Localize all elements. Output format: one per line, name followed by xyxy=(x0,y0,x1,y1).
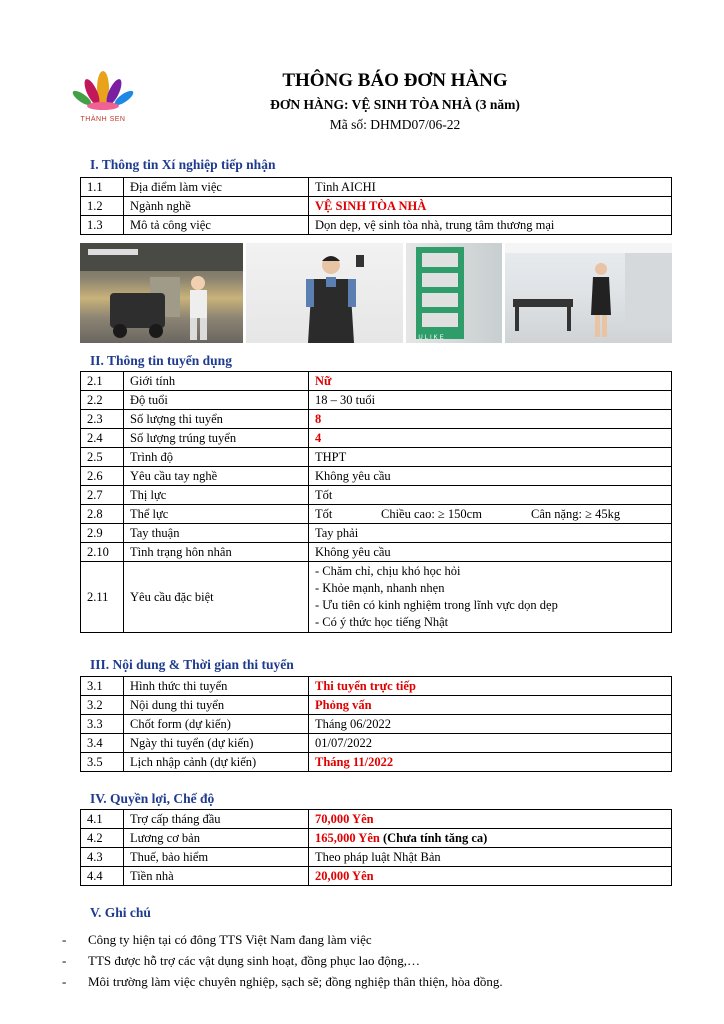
photo-watermark: ULIKE xyxy=(418,335,446,341)
table-row xyxy=(81,524,672,543)
row-label: Hình thức thi tuyển xyxy=(124,677,309,696)
table-row xyxy=(81,753,672,772)
table-row xyxy=(81,677,672,696)
table-row xyxy=(81,848,672,867)
row-number: 2.11 xyxy=(81,562,124,633)
row-number: 2.2 xyxy=(81,391,124,410)
row-number: 3.1 xyxy=(81,677,124,696)
row-value: VỆ SINH TÒA NHÀ xyxy=(309,197,672,216)
table-row xyxy=(81,734,672,753)
section-title-1: I. Thông tin Xí nghiệp tiếp nhận xyxy=(90,157,276,172)
row-label: Ngành nghề xyxy=(124,197,309,216)
row-label: Trợ cấp tháng đầu xyxy=(124,810,309,829)
table-row xyxy=(81,505,672,524)
note-text: Môi trường làm việc chuyên nghiệp, sạch sẽ; đồng nghiệp thân thiện, hòa đồng. xyxy=(88,974,503,989)
table-row xyxy=(81,372,672,391)
notes-list xyxy=(62,929,503,992)
table-row xyxy=(81,829,672,848)
row-number: 2.8 xyxy=(81,505,124,524)
row-value-salary xyxy=(309,829,672,848)
salary-value: 165,000 Yên xyxy=(315,830,380,845)
row-label: Độ tuổi xyxy=(124,391,309,410)
row-label: Địa điểm làm việc xyxy=(124,178,309,197)
row-label: Thuế, bảo hiểm xyxy=(124,848,309,867)
row-label: Thể lực xyxy=(124,505,309,524)
row-label: Tiền nhà xyxy=(124,867,309,886)
row-value: Không yêu cầu xyxy=(309,467,672,486)
table-row xyxy=(81,715,672,734)
table-row xyxy=(81,197,672,216)
row-value: Nữ xyxy=(309,372,672,391)
row-number: 4.3 xyxy=(81,848,124,867)
logo-text: THÀNH SEN xyxy=(80,116,126,123)
row-number: 4.2 xyxy=(81,829,124,848)
row-label: Tình trạng hôn nhân xyxy=(124,543,309,562)
list-item: - Khỏe mạnh, nhanh nhẹn xyxy=(315,581,445,595)
row-value: Phỏng vấn xyxy=(309,696,672,715)
row-value: Không yêu cầu xyxy=(309,543,672,562)
row-value: 8 xyxy=(309,410,672,429)
table-row xyxy=(81,429,672,448)
list-item: - Công ty hiện tại có đông TTS Việt Nam đang làm việc xyxy=(62,929,503,950)
row-value: 18 – 30 tuổi xyxy=(309,391,672,410)
row-value: Tháng 11/2022 xyxy=(309,753,672,772)
row-value: Tốt xyxy=(309,486,672,505)
row-number: 3.5 xyxy=(81,753,124,772)
page-title: THÔNG BÁO ĐƠN HÀNG xyxy=(282,70,508,91)
row-label: Tay thuận xyxy=(124,524,309,543)
row-label: Mô tả công việc xyxy=(124,216,309,235)
recruitment-info-table xyxy=(80,371,672,633)
row-number: 2.5 xyxy=(81,448,124,467)
exam-info-table xyxy=(80,676,672,772)
note-text: Công ty hiện tại có đông TTS Việt Nam đang làm việc xyxy=(88,932,372,947)
row-label: Trình độ xyxy=(124,448,309,467)
section-title-4: IV. Quyền lợi, Chế độ xyxy=(90,791,215,806)
list-item: - Có ý thức học tiếng Nhật xyxy=(315,615,449,629)
table-row xyxy=(81,467,672,486)
list-item: - Chăm chỉ, chịu khó học hỏi xyxy=(315,564,461,578)
row-number: 3.2 xyxy=(81,696,124,715)
table-row xyxy=(81,216,672,235)
photo-cleaning-cart xyxy=(406,243,502,343)
row-label: Giới tính xyxy=(124,372,309,391)
photo-female-worker xyxy=(505,243,672,343)
row-number: 3.3 xyxy=(81,715,124,734)
row-label: Thị lực xyxy=(124,486,309,505)
row-value: Dọn dẹp, vệ sinh tòa nhà, trung tâm thương mại xyxy=(309,216,672,235)
row-label: Nội dung thi tuyển xyxy=(124,696,309,715)
row-number: 4.1 xyxy=(81,810,124,829)
row-label: Số lượng trúng tuyển xyxy=(124,429,309,448)
row-label: Lịch nhập cảnh (dự kiến) xyxy=(124,753,309,772)
row-label: Số lượng thi tuyển xyxy=(124,410,309,429)
row-value: 20,000 Yên xyxy=(309,867,672,886)
row-number: 2.7 xyxy=(81,486,124,505)
table-row xyxy=(81,178,672,197)
table-row xyxy=(81,486,672,505)
benefits-table xyxy=(80,809,672,886)
table-row xyxy=(81,448,672,467)
weight-requirement: Cân nặng: ≥ 45kg xyxy=(531,506,621,521)
row-value: Theo pháp luật Nhật Bản xyxy=(309,848,672,867)
section-title-5: V. Ghi chú xyxy=(90,905,151,920)
row-label: Yêu cầu tay nghề xyxy=(124,467,309,486)
row-value: THPT xyxy=(309,448,672,467)
photo-male-worker xyxy=(246,243,403,343)
row-value: 01/07/2022 xyxy=(309,734,672,753)
table-row xyxy=(81,410,672,429)
row-label: Ngày thi tuyển (dự kiến) xyxy=(124,734,309,753)
height-requirement: Chiều cao: ≥ 150cm xyxy=(381,506,482,521)
row-number: 2.10 xyxy=(81,543,124,562)
row-label: Lương cơ bản xyxy=(124,829,309,848)
physical-value: Tốt xyxy=(315,506,333,521)
row-number: 2.4 xyxy=(81,429,124,448)
table-row xyxy=(81,810,672,829)
row-value: Tay phải xyxy=(309,524,672,543)
workplace-photos xyxy=(80,243,672,343)
row-label: Chốt form (dự kiến) xyxy=(124,715,309,734)
row-number: 4.4 xyxy=(81,867,124,886)
row-value: 70,000 Yên xyxy=(309,810,672,829)
row-number: 2.9 xyxy=(81,524,124,543)
row-value: Tỉnh AICHI xyxy=(309,178,672,197)
note-text: TTS được hỗ trợ các vật dụng sinh hoạt, đồng phục lao động,… xyxy=(88,953,421,968)
company-logo xyxy=(68,68,138,126)
list-item: - Ưu tiên có kinh nghiệm trong lĩnh vực dọn dẹp xyxy=(315,598,558,612)
row-value-physical xyxy=(309,505,672,524)
row-value: 4 xyxy=(309,429,672,448)
section-title-3: III. Nội dung & Thời gian thi tuyển xyxy=(90,657,294,672)
salary-note: (Chưa tính tăng ca) xyxy=(379,830,488,845)
page-subtitle: ĐƠN HÀNG: VỆ SINH TÒA NHÀ (3 năm) xyxy=(270,97,520,112)
photo-floor-cleaning xyxy=(80,243,243,343)
table-row xyxy=(81,696,672,715)
order-code: Mã số: DHMD07/06-22 xyxy=(329,117,461,132)
section-title-2: II. Thông tin tuyển dụng xyxy=(90,353,232,368)
list-item: - Môi trường làm việc chuyên nghiệp, sạch sẽ; đồng nghiệp thân thiện, hòa đồng. xyxy=(62,971,503,992)
row-number: 3.4 xyxy=(81,734,124,753)
row-value: Tháng 06/2022 xyxy=(309,715,672,734)
row-number: 2.6 xyxy=(81,467,124,486)
table-row xyxy=(81,543,672,562)
table-row xyxy=(81,391,672,410)
row-value: Thi tuyển trực tiếp xyxy=(309,677,672,696)
row-number: 2.1 xyxy=(81,372,124,391)
row-number: 1.1 xyxy=(81,178,124,197)
table-row xyxy=(81,562,672,633)
row-number: 1.2 xyxy=(81,197,124,216)
row-label: Yêu cầu đặc biệt xyxy=(124,562,309,633)
table-row xyxy=(81,867,672,886)
list-item: - TTS được hỗ trợ các vật dụng sinh hoạt, đồng phục lao động,… xyxy=(62,950,503,971)
company-info-table xyxy=(80,177,672,235)
row-number: 2.3 xyxy=(81,410,124,429)
row-number: 1.3 xyxy=(81,216,124,235)
special-requirements xyxy=(309,562,672,633)
